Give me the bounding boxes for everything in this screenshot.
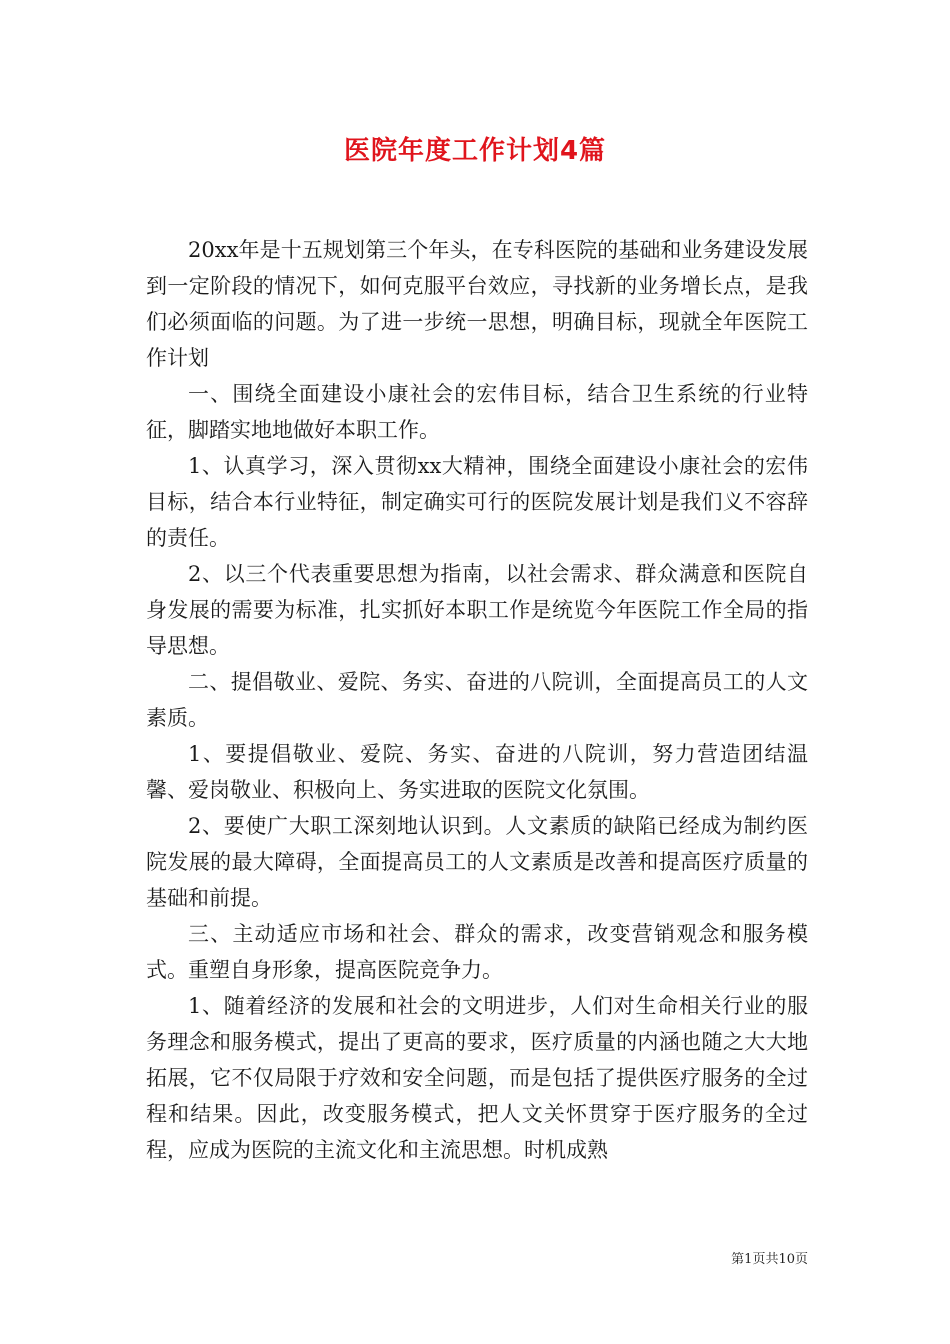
paragraph-section-2: 二、提倡敬业、爱院、务实、奋进的八院训，全面提高员工的人文素质。 [146,670,808,730]
document-body [146,232,808,1168]
paragraph-section-3: 三、主动适应市场和社会、群众的需求，改变营销观念和服务模式。重塑自身形象，提高医院竞争力。 [146,922,808,982]
paragraph-section-2-item-2: 2、要使广大职工深刻地认识到。人文素质的缺陷已经成为制约医院发展的最大障碍，全面提高员工的人文素质是改善和提高医疗质量的基础和前提。 [146,814,808,910]
paragraph-section-2-item-1: 1、要提倡敬业、爱院、务实、奋进的八院训，努力营造团结温馨、爱岗敬业、积极向上、务实进取的医院文化氛围。 [146,742,808,802]
document-title: 医院年度工作计划4篇 [343,136,607,166]
paragraph-section-3-item-1: 1、随着经济的发展和社会的文明进步，人们对生命相关行业的服务理念和服务模式，提出了更高的要求，医疗质量的内涵也随之大大地拓展，它不仅局限于疗效和安全问题，而是包括了提供医疗服务的全过程和结果。因此，改变服务模式，把人文关怀贯穿于医疗服务的全过程，应成为医院的主流文化和主流思想。时机成熟 [146,994,808,1162]
paragraph-intro: 20xx年是十五规划第三个年头，在专科医院的基础和业务建设发展到一定阶段的情况下，如何克服平台效应，寻找新的业务增长点，是我们必须面临的问题。为了进一步统一思想，明确目标，现就全年医院工作计划 [146,238,808,370]
page-number: 第1页共10页 [731,1252,808,1267]
paragraph-section-1-item-2: 2、以三个代表重要思想为指南，以社会需求、群众满意和医院自身发展的需要为标准，扎实抓好本职工作是统览今年医院工作全局的指导思想。 [146,562,808,658]
paragraph-section-1: 一、围绕全面建设小康社会的宏伟目标，结合卫生系统的行业特征，脚踏实地地做好本职工作。 [146,382,808,442]
paragraph-section-1-item-1: 1、认真学习，深入贯彻xx大精神，围绕全面建设小康社会的宏伟目标，结合本行业特征，制定确实可行的医院发展计划是我们义不容辞的责任。 [146,454,808,550]
